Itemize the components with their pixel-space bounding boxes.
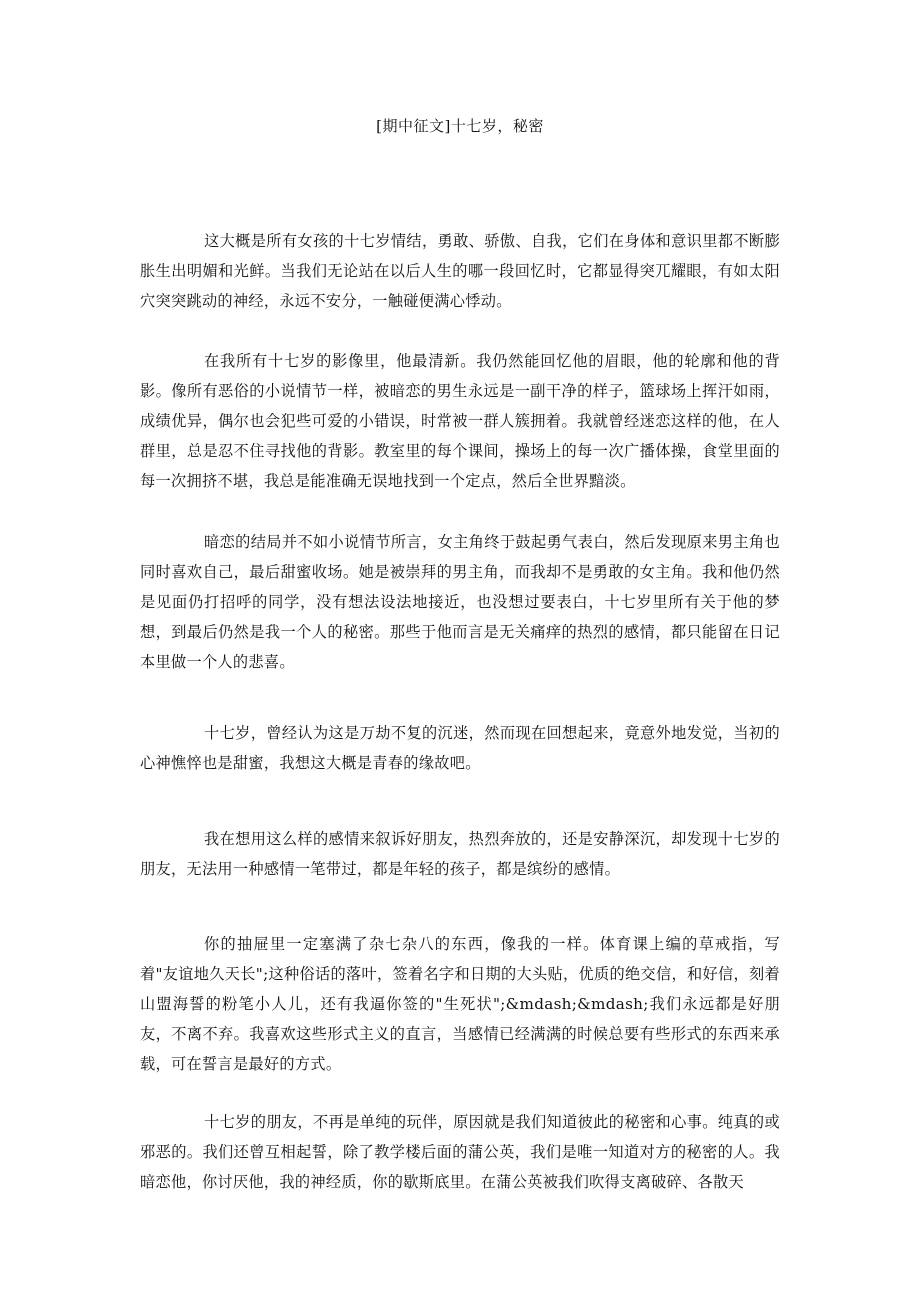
paragraph-1: 这大概是所有女孩的十七岁情结，勇敢、骄傲、自我，它们在身体和意识里都不断膨胀生出明媚和光鲜。当我们无论站在以后人生的哪一段回忆时，它都显得突兀耀眼，有如太阳穴突突跳动的神经，永远不安分，一触碰便满心悸动。 xyxy=(140,232,780,310)
paragraph-2: 在我所有十七岁的影像里，他最清新。我仍然能回忆他的眉眼，他的轮廓和他的背影。像所有恶俗的小说情节一样，被暗恋的男生永远是一副干净的样子，篮球场上挥汗如雨，成绩优异，偶尔也会犯些可爱的小错误，时常被一群人簇拥着。我就曾经迷恋这样的他，在人群里，总是忍不住寻找他的背影。教室里的每个课间，操场上的每一次广播体操，食堂里面的每一次拥挤不堪，我总是能准确无误地找到一个定点，然后全世界黯淡。 xyxy=(140,352,780,490)
paragraph-6: 你的抽屉里一定塞满了杂七杂八的东西，像我的一样。体育课上编的草戒指，写着"友谊地久天长";这种俗话的落叶，签着名字和日期的大头贴，优质的绝交信，和好信，刻着山盟海誓的粉笔小人儿，还有我逼你签的"生死状";&mdash;&mdash;我们永远都是好朋友，不离不弃。我喜欢这些形式主义的直言，当感情已经满满的时候总要有些形式的东西来承载，可在誓言是最好的方式。 xyxy=(140,935,780,1073)
paragraph-7: 十七岁的朋友，不再是单纯的玩伴，原因就是我们知道彼此的秘密和心事。纯真的或邪恶的。我们还曾互相起誓，除了教学楼后面的蒲公英，我们是唯一知道对方的秘密的人。我暗恋他，你讨厌他，我的神经质，你的歇斯底里。在蒲公英被我们吹得支离破碎、各散天 xyxy=(140,1113,780,1191)
document-title: [期中征文]十七岁，秘密 xyxy=(376,117,544,135)
paragraph-5: 我在想用这么样的感情来叙诉好朋友，热烈奔放的，还是安静深沉，却发现十七岁的朋友，无法用一种感情一笔带过，都是年轻的孩子，都是缤纷的感情。 xyxy=(140,830,780,878)
paragraph-3: 暗恋的结局并不如小说情节所言，女主角终于鼓起勇气表白，然后发现原来男主角也同时喜欢自己，最后甜蜜收场。她是被崇拜的男主角，而我却不是勇敢的女主角。我和他仍然是见面仍打招呼的同学，没有想法设法地接近，也没想过要表白，十七岁里所有关于他的梦想，到最后仍然是我一个人的秘密。那些于他而言是无关痛痒的热烈的感情，都只能留在日记本里做一个人的悲喜。 xyxy=(140,533,780,671)
paragraph-4: 十七岁，曾经认为这是万劫不复的沉迷，然而现在回想起来，竟意外地发觉，当初的心神憔悴也是甜蜜，我想这大概是青春的缘故吧。 xyxy=(140,724,780,772)
